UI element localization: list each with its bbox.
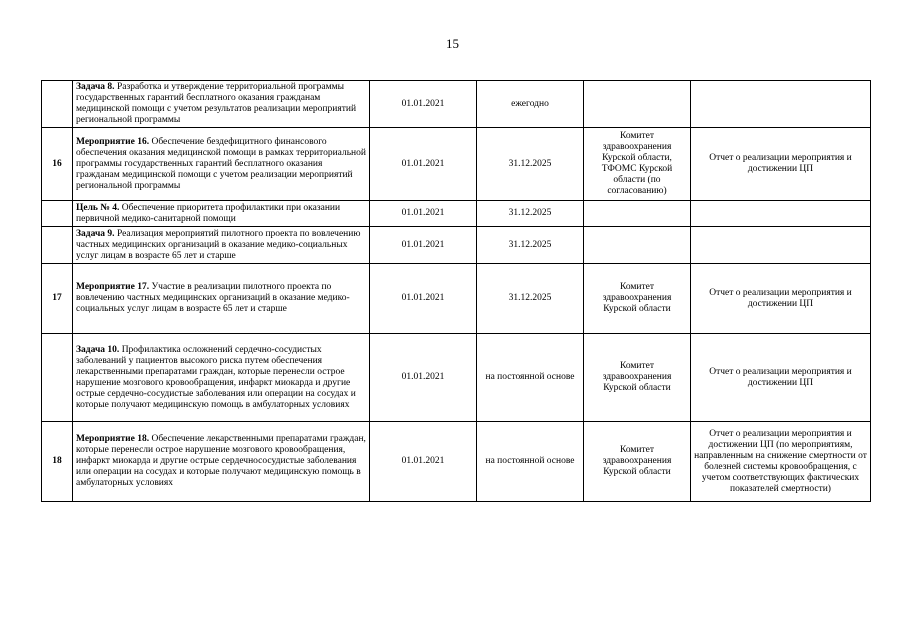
table-row	[42, 264, 871, 334]
row-result: Отчет о реализации мероприятия и достижении ЦП (по мероприятиям, направленным на снижение смертности от болезней системы кровообращения, с учетом соответствующих фактических показателей смертности)	[691, 422, 871, 502]
table-row	[42, 227, 871, 264]
row-label: Цель № 4.	[76, 202, 120, 213]
row-end-date: на постоянной основе	[477, 422, 584, 502]
row-description	[73, 81, 370, 128]
row-label: Задача 8.	[76, 82, 115, 92]
row-result: Отчет о реализации мероприятия и достижении ЦП	[691, 128, 871, 201]
row-text: Реализация мероприятий пилотного проекта по вовлечению частных медицинских организаций в оказание медико-социальных услуг лицам в возрасте 65 лет и старше	[76, 228, 361, 261]
row-text: Обеспечение бездефицитного финансового обеспечения оказания медицинской помощи в рамках территориальной программы государственных гарантий бесплатного оказания гражданам медицинской помощи с учетом реализации мероприятий региональной программы	[76, 136, 366, 191]
row-start-date: 01.01.2021	[370, 334, 477, 422]
table-row	[42, 81, 871, 128]
table-row	[42, 128, 871, 201]
row-end-date: на постоянной основе	[477, 334, 584, 422]
row-result	[691, 81, 871, 128]
table-row	[42, 422, 871, 502]
row-result	[691, 201, 871, 227]
row-label: Мероприятие 17.	[76, 282, 150, 292]
row-number	[42, 201, 73, 227]
row-label: Задача 9.	[76, 228, 115, 239]
row-text: Обеспечение лекарственными препаратами граждан, которые перенесли острое нарушение мозгового кровообращения, инфаркт миокарда и другие острые сердечнососудистые заболевания или операции на сосудах и которые получают медицинскую помощь в амбулаторных условиях	[76, 434, 366, 488]
row-responsible: Комитет здравоохранения Курской области	[584, 334, 691, 422]
row-responsible	[584, 201, 691, 227]
table-row	[42, 334, 871, 422]
row-start-date: 01.01.2021	[370, 422, 477, 502]
row-result	[691, 227, 871, 264]
row-description	[73, 201, 370, 227]
row-responsible: Комитет здравоохранения Курской области	[584, 264, 691, 334]
row-number	[42, 334, 73, 422]
row-number: 17	[42, 264, 73, 334]
row-label: Мероприятие 18.	[76, 434, 150, 444]
row-start-date: 01.01.2021	[370, 264, 477, 334]
row-result: Отчет о реализации мероприятия и достижении ЦП	[691, 264, 871, 334]
row-start-date: 01.01.2021	[370, 227, 477, 264]
row-responsible	[584, 81, 691, 128]
row-text: Обеспечение приоритета профилактики при оказании первичной медико-санитарной помощи	[76, 202, 341, 224]
row-description	[73, 264, 370, 334]
row-end-date: 31.12.2025	[477, 227, 584, 264]
page-number: 15	[446, 36, 459, 51]
row-end-date: ежегодно	[477, 81, 584, 128]
row-text: Участие в реализации пилотного проекта по вовлечению частных медицинских организаций в оказание медико-социальных услуг лицам в возрасте 65 лет и старше	[76, 282, 350, 314]
row-description	[73, 334, 370, 422]
row-description	[73, 227, 370, 264]
row-number: 18	[42, 422, 73, 502]
table-row	[42, 201, 871, 227]
row-label: Мероприятие 16.	[76, 136, 150, 147]
row-text: Разработка и утверждение территориальной программы государственных гарантий бесплатного оказания гражданам медицинской помощи с учетом результатов реализации мероприятий региональной программы	[76, 82, 357, 125]
row-number	[42, 81, 73, 128]
row-label: Задача 10.	[76, 344, 120, 355]
row-end-date: 31.12.2025	[477, 128, 584, 201]
plan-table	[41, 80, 871, 502]
row-start-date: 01.01.2021	[370, 201, 477, 227]
row-responsible: Комитет здравоохранения Курской области, ТФОМС Курской области (по согласованию)	[584, 128, 691, 201]
row-number	[42, 227, 73, 264]
row-description	[73, 422, 370, 502]
row-start-date: 01.01.2021	[370, 81, 477, 128]
row-end-date: 31.12.2025	[477, 201, 584, 227]
row-start-date: 01.01.2021	[370, 128, 477, 201]
row-text: Профилактика осложнений сердечно-сосудистых заболеваний у пациентов высокого риска путем обеспечения лекарственными препаратами граждан, которые перенесли острое нарушение мозгового кровообращения, инфаркт миокарда и другие острые сердечно-сосудистые заболевания или операции на сосудах и которые получают медицинскую помощь в амбулаторных условиях	[76, 344, 356, 410]
row-result: Отчет о реализации мероприятия и достижении ЦП	[691, 334, 871, 422]
row-description	[73, 128, 370, 201]
row-number: 16	[42, 128, 73, 201]
row-responsible: Комитет здравоохранения Курской области	[584, 422, 691, 502]
row-end-date: 31.12.2025	[477, 264, 584, 334]
row-responsible	[584, 227, 691, 264]
